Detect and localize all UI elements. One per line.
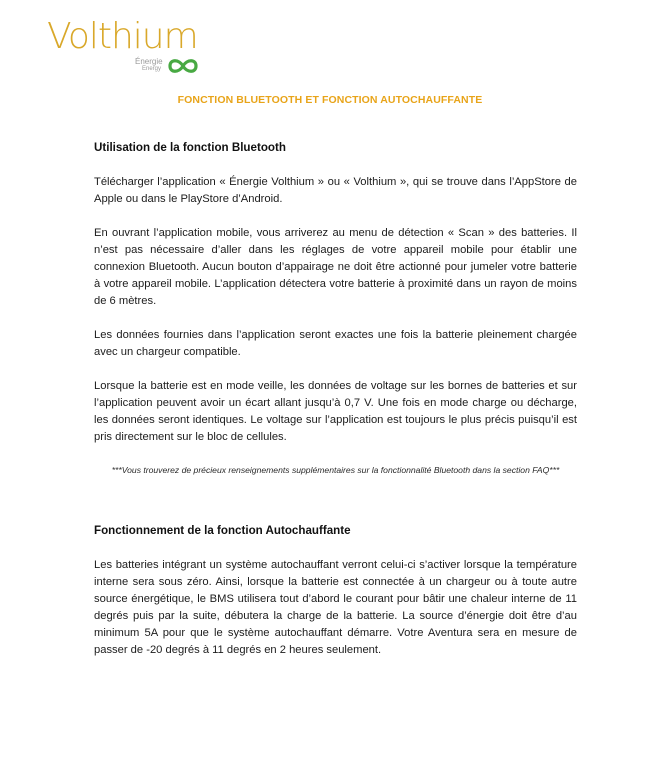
paragraph-scan-menu: En ouvrant l’application mobile, vous arriverez au menu de détection « Scan » des batteries. Il n’est pas nécessaire d’aller dans les réglages de votre appareil mobile pour établir une connexion Bluetooth. Aucun bouton d’appairage ne doit être actionné pour jumeler votre batterie à votre appareil mobile. L’application détectera votre batterie à proximité dans un rayon de moins de 6 mètres. <box>94 227 577 307</box>
section-heading-bluetooth: Utilisation de la fonction Bluetooth <box>94 141 286 154</box>
faq-note: ***Vous trouverez de précieux renseignements supplémentaires sur la fonctionnalité Bluetooth dans la section FAQ*** <box>111 465 560 475</box>
logo-subline-energie: Énergie <box>135 57 163 66</box>
logo-wordmark: Volthium <box>47 16 198 57</box>
document-body <box>94 138 577 659</box>
paragraph-data-accuracy: Les données fournies dans l’application seront exactes une fois la batterie pleinement chargée avec un chargeur compatible. <box>94 329 577 358</box>
infinity-icon <box>167 57 199 75</box>
volthium-logo <box>47 17 207 77</box>
paragraph-download-app: Télécharger l’application « Énergie Volthium » ou « Volthium », qui se trouve dans l’AppStore de Apple ou dans le PlayStore d’Android. <box>94 176 577 205</box>
section-heading-autochauffante: Fonctionnement de la fonction Autochauffante <box>94 524 351 537</box>
paragraph-voltage: Lorsque la batterie est en mode veille, les données de voltage sur les bornes de batteries et sur l’application peuvent avoir un écart allant jusqu’à 0,7 V. Une fois en mode charge ou décharge, les données seront identiques. Le voltage sur l’application est toujours le plus précis puisqu’il est pris directement sur le bloc de cellules. <box>94 380 577 443</box>
logo-subline-energy: Energy <box>142 66 162 72</box>
document-title: FONCTION BLUETOOTH ET FONCTION AUTOCHAUFFANTE <box>177 94 483 106</box>
paragraph-self-heating: Les batteries intégrant un système autochauffant verront celui-ci s’activer lorsque la température interne sera sous zéro. Ainsi, lorsque la batterie est connectée à un chargeur ou à toute autre source énergétique, le BMS utilisera tout d’abord le courant pour bâtir une chaleur interne de 11 degrés puis par la suite, débutera la charge de la batterie. La source d’énergie doit être d’au minimum 5A pour que le système autochauffant démarre. Votre Aventura sera en mesure de passer de -20 degrés à 11 degrés en 2 heures seulement. <box>94 559 577 656</box>
